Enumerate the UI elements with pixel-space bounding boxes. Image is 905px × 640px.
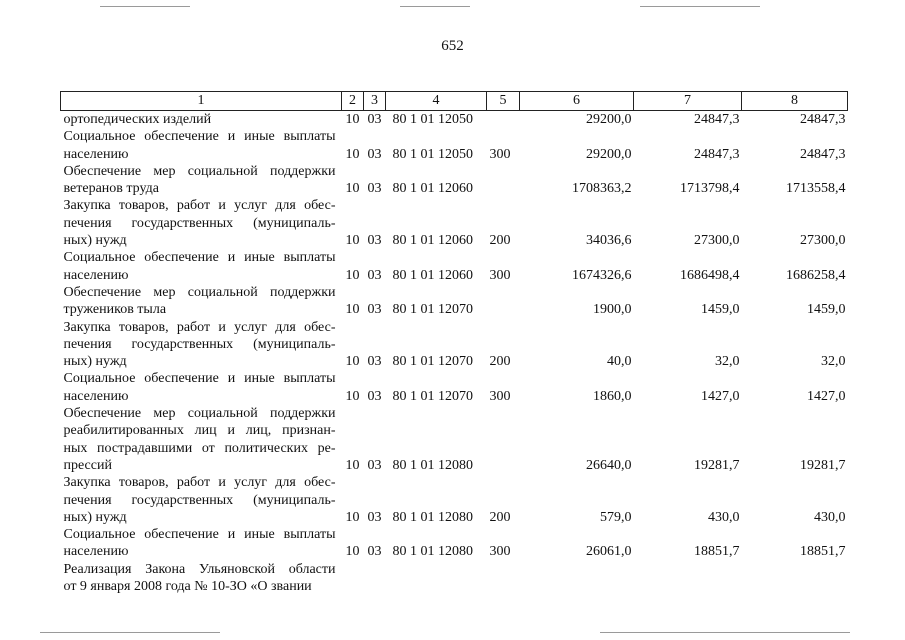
row-name-line: ных пострадавшими от политических ре- xyxy=(63,440,336,456)
amount-col-6: 579,0 xyxy=(600,509,632,525)
amount-col-8: 1459,0 xyxy=(807,302,846,318)
amount-col-7: 24847,3 xyxy=(694,112,740,127)
header-col-8: 8 xyxy=(742,92,848,111)
table-row xyxy=(61,561,848,596)
scan-edge-mark xyxy=(40,632,220,633)
subsection-code: 03 xyxy=(367,302,382,318)
target-article-code: 80 1 01 12070 xyxy=(392,388,473,404)
row-name-line: Социальное обеспечение и иные выплаты xyxy=(63,371,336,387)
table-row xyxy=(61,370,848,405)
target-article-code: 80 1 01 12080 xyxy=(392,457,473,473)
scan-edge-mark xyxy=(100,6,190,7)
amount-col-7: 32,0 xyxy=(715,354,740,370)
amount-col-6 xyxy=(520,561,634,596)
amount-col-8: 1686258,4 xyxy=(786,267,846,283)
row-name-line: Социальное обеспечение и иные выплаты xyxy=(63,250,336,266)
section-code: 10 xyxy=(345,544,360,560)
expense-type-code: 300 xyxy=(489,267,511,283)
row-name-line: Социальное обеспечение и иные выплаты xyxy=(63,129,336,145)
row-name-line: ветеранов труда xyxy=(63,181,159,197)
header-col-3: 3 xyxy=(364,92,386,111)
row-name-line: от 9 января 2008 года № 10-ЗО «О звании xyxy=(63,579,312,595)
amount-col-6: 26640,0 xyxy=(586,457,632,473)
row-name xyxy=(61,284,342,319)
row-name-line: ных) нужд xyxy=(63,354,127,370)
row-name-line: ортопедических изделий xyxy=(63,112,212,127)
expense-type-code: 200 xyxy=(489,233,511,249)
table-row xyxy=(61,319,848,371)
row-name-line: Обеспечение мер социальной поддержки xyxy=(63,406,336,422)
expense-type-code: 300 xyxy=(489,146,511,162)
section-code: 10 xyxy=(345,181,360,197)
row-name xyxy=(61,128,342,163)
section-code: 10 xyxy=(345,457,360,473)
row-name-line: Закупка товаров, работ и услуг для обес- xyxy=(63,198,336,214)
target-article-code: 80 1 01 12080 xyxy=(392,544,473,560)
scan-edge-mark xyxy=(640,6,760,7)
expense-type-code xyxy=(487,561,520,596)
row-name xyxy=(61,319,342,371)
subsection-code: 03 xyxy=(367,388,382,404)
amount-col-6: 29200,0 xyxy=(586,112,632,127)
row-name-line: Закупка товаров, работ и услуг для обес- xyxy=(63,475,336,491)
amount-col-8: 32,0 xyxy=(821,354,846,370)
header-col-4: 4 xyxy=(386,92,487,111)
row-name xyxy=(61,111,342,129)
table-row xyxy=(61,197,848,249)
row-name xyxy=(61,526,342,561)
header-col-7: 7 xyxy=(634,92,742,111)
header-col-1: 1 xyxy=(61,92,342,111)
row-name-line: Социальное обеспечение и иные выплаты xyxy=(63,527,336,543)
target-article-code xyxy=(386,561,487,596)
table-row xyxy=(61,284,848,319)
section-code: 10 xyxy=(345,112,360,127)
table-body xyxy=(61,111,848,596)
amount-col-7 xyxy=(634,561,742,596)
expense-type-code xyxy=(487,111,520,129)
amount-col-7: 430,0 xyxy=(708,509,740,525)
target-article-code: 80 1 01 12070 xyxy=(392,302,473,318)
target-article-code: 80 1 01 12080 xyxy=(392,509,473,525)
expense-type-code: 200 xyxy=(489,354,511,370)
subsection-code: 03 xyxy=(367,112,382,127)
section-code xyxy=(342,561,364,596)
subsection-code: 03 xyxy=(367,354,382,370)
row-name xyxy=(61,474,342,526)
row-name xyxy=(61,197,342,249)
expense-type-code xyxy=(487,163,520,198)
section-code: 10 xyxy=(345,233,360,249)
target-article-code: 80 1 01 12050 xyxy=(392,112,473,127)
amount-col-6: 1708363,2 xyxy=(572,181,632,197)
section-code: 10 xyxy=(345,302,360,318)
amount-col-7: 1427,0 xyxy=(701,388,740,404)
table-row xyxy=(61,526,848,561)
target-article-code: 80 1 01 12050 xyxy=(392,146,473,162)
amount-col-8: 19281,7 xyxy=(800,457,846,473)
amount-col-6: 1860,0 xyxy=(593,388,632,404)
section-code: 10 xyxy=(345,146,360,162)
subsection-code: 03 xyxy=(367,146,382,162)
amount-col-8: 1713558,4 xyxy=(786,181,846,197)
amount-col-7: 24847,3 xyxy=(694,146,740,162)
subsection-code: 03 xyxy=(367,457,382,473)
amount-col-8: 430,0 xyxy=(814,509,846,525)
section-code: 10 xyxy=(345,509,360,525)
amount-col-7: 18851,7 xyxy=(694,544,740,560)
budget-table xyxy=(60,91,848,595)
subsection-code: 03 xyxy=(367,181,382,197)
amount-col-6: 1900,0 xyxy=(593,302,632,318)
row-name-line: населению xyxy=(63,146,129,162)
row-name-line: реабилитированных лиц и лиц, признан- xyxy=(63,423,336,439)
section-code: 10 xyxy=(345,388,360,404)
row-name-line: населению xyxy=(63,267,129,283)
amount-col-8 xyxy=(742,561,848,596)
subsection-code: 03 xyxy=(367,233,382,249)
row-name xyxy=(61,405,342,474)
row-name-line: печения государственных (муниципаль- xyxy=(63,336,336,352)
scan-edge-mark xyxy=(600,632,850,633)
target-article-code: 80 1 01 12060 xyxy=(392,233,473,249)
row-name-line: Обеспечение мер социальной поддержки xyxy=(63,163,336,179)
row-name-line: Обеспечение мер социальной поддержки xyxy=(63,284,336,300)
amount-col-6: 1674326,6 xyxy=(572,267,632,283)
target-article-code: 80 1 01 12060 xyxy=(392,181,473,197)
row-name xyxy=(61,163,342,198)
table-row xyxy=(61,111,848,129)
header-col-2: 2 xyxy=(342,92,364,111)
amount-col-7: 27300,0 xyxy=(694,233,740,249)
row-name-line: населению xyxy=(63,544,129,560)
scan-edge-mark xyxy=(400,6,470,7)
table-row xyxy=(61,405,848,474)
amount-col-7: 1459,0 xyxy=(701,302,740,318)
header-row xyxy=(61,92,848,111)
row-name-line: прессий xyxy=(63,457,112,473)
amount-col-8: 18851,7 xyxy=(800,544,846,560)
amount-col-7: 1713798,4 xyxy=(680,181,740,197)
row-name xyxy=(61,561,342,596)
subsection-code: 03 xyxy=(367,544,382,560)
expense-type-code: 200 xyxy=(489,509,511,525)
target-article-code: 80 1 01 12070 xyxy=(392,354,473,370)
section-code: 10 xyxy=(345,354,360,370)
section-code: 10 xyxy=(345,267,360,283)
subsection-code xyxy=(364,561,386,596)
table-row xyxy=(61,249,848,284)
row-name-line: населению xyxy=(63,388,129,404)
expense-type-code xyxy=(487,284,520,319)
subsection-code: 03 xyxy=(367,509,382,525)
amount-col-6: 29200,0 xyxy=(586,146,632,162)
row-name-line: Реализация Закона Ульяновской области xyxy=(63,561,336,577)
row-name xyxy=(61,249,342,284)
row-name-line: ных) нужд xyxy=(63,233,127,249)
header-col-6: 6 xyxy=(520,92,634,111)
table-row xyxy=(61,163,848,198)
amount-col-8: 27300,0 xyxy=(800,233,846,249)
subsection-code: 03 xyxy=(367,267,382,283)
amount-col-7: 1686498,4 xyxy=(680,267,740,283)
amount-col-7: 19281,7 xyxy=(694,457,740,473)
amount-col-6: 26061,0 xyxy=(586,544,632,560)
amount-col-6: 40,0 xyxy=(607,354,632,370)
amount-col-6: 34036,6 xyxy=(586,233,632,249)
page-number: 652 xyxy=(441,38,464,54)
table-row xyxy=(61,474,848,526)
amount-col-8: 24847,3 xyxy=(800,112,846,127)
table-row xyxy=(61,128,848,163)
amount-col-8: 1427,0 xyxy=(807,388,846,404)
row-name-line: тружеников тыла xyxy=(63,302,167,318)
expense-type-code xyxy=(487,405,520,474)
row-name-line: ных) нужд xyxy=(63,509,127,525)
expense-type-code: 300 xyxy=(489,388,511,404)
row-name xyxy=(61,370,342,405)
row-name-line: печения государственных (муниципаль- xyxy=(63,492,336,508)
amount-col-8: 24847,3 xyxy=(800,146,846,162)
expense-type-code: 300 xyxy=(489,544,511,560)
header-col-5: 5 xyxy=(487,92,520,111)
target-article-code: 80 1 01 12060 xyxy=(392,267,473,283)
row-name-line: печения государственных (муниципаль- xyxy=(63,215,336,231)
row-name-line: Закупка товаров, работ и услуг для обес- xyxy=(63,319,336,335)
